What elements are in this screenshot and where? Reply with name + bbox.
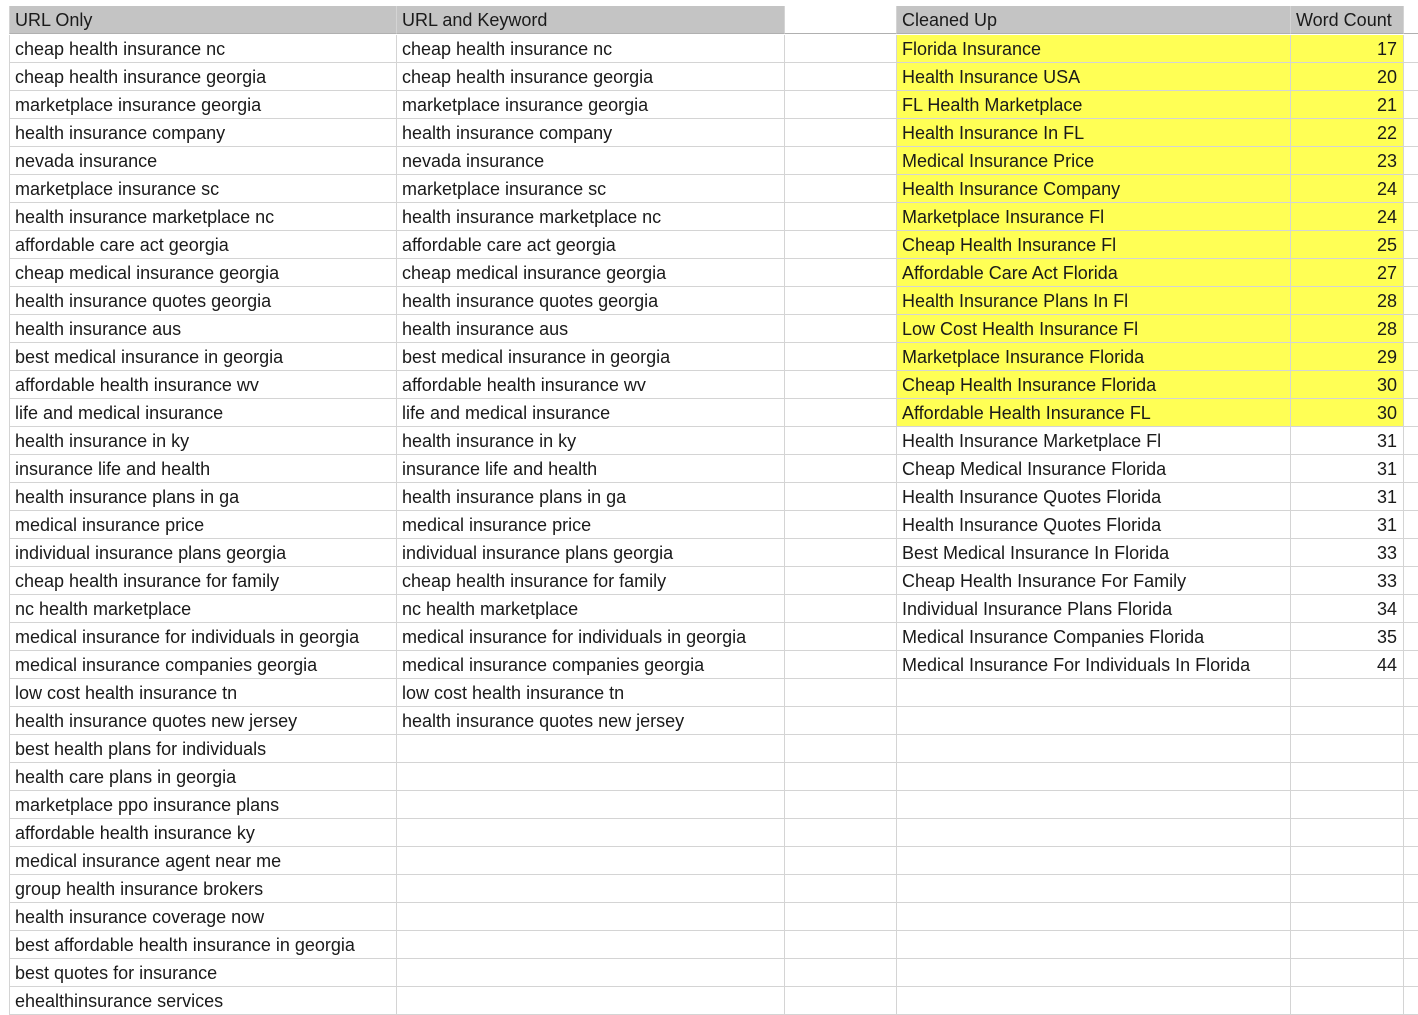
cell-cleaned-up[interactable]: FL Health Marketplace [897, 91, 1291, 119]
cell-url-and-keyword[interactable] [397, 735, 785, 763]
cell-edge[interactable] [1404, 147, 1418, 175]
cell-url-only[interactable]: marketplace insurance georgia [9, 91, 397, 119]
cell-url-only[interactable]: affordable health insurance wv [9, 371, 397, 399]
cell-cleaned-up[interactable]: Florida Insurance [897, 35, 1291, 63]
table-row [0, 119, 1418, 147]
cell-url-only[interactable]: marketplace insurance sc [9, 175, 397, 203]
cell-blank[interactable] [785, 455, 897, 483]
cell-url-and-keyword[interactable]: marketplace insurance georgia [397, 91, 785, 119]
cell-url-only[interactable]: health insurance plans in ga [9, 483, 397, 511]
cell-url-and-keyword[interactable]: individual insurance plans georgia [397, 539, 785, 567]
cell-url-and-keyword[interactable]: medical insurance companies georgia [397, 651, 785, 679]
cell-url-and-keyword[interactable]: health insurance company [397, 119, 785, 147]
table-row [0, 707, 1418, 735]
cell-blank[interactable] [785, 119, 897, 147]
cell-url-and-keyword[interactable] [397, 763, 785, 791]
cell-blank[interactable] [785, 735, 897, 763]
cell-url-and-keyword[interactable]: insurance life and health [397, 455, 785, 483]
cell-edge[interactable] [1404, 875, 1418, 903]
cell-blank[interactable] [785, 875, 897, 903]
cell-url-and-keyword[interactable]: life and medical insurance [397, 399, 785, 427]
top-strip [0, 0, 1418, 6]
cell-word-count[interactable]: 21 [1291, 91, 1404, 119]
cell-word-count[interactable] [1291, 791, 1404, 819]
cell-edge[interactable] [1404, 735, 1418, 763]
cell-blank[interactable] [785, 175, 897, 203]
table-row [0, 735, 1418, 763]
cell-blank[interactable] [785, 763, 897, 791]
cell-cleaned-up[interactable]: Health Insurance USA [897, 63, 1291, 91]
cell-edge[interactable] [1404, 483, 1418, 511]
cell-url-and-keyword[interactable]: health insurance marketplace nc [397, 203, 785, 231]
cell-url-and-keyword[interactable]: low cost health insurance tn [397, 679, 785, 707]
cell-url-only[interactable]: individual insurance plans georgia [9, 539, 397, 567]
cell-word-count[interactable] [1291, 931, 1404, 959]
cell-word-count[interactable] [1291, 819, 1404, 847]
cell-url-and-keyword[interactable]: nc health marketplace [397, 595, 785, 623]
cell-url-and-keyword[interactable]: affordable health insurance wv [397, 371, 785, 399]
cell-blank[interactable] [785, 847, 897, 875]
cell-blank[interactable] [785, 903, 897, 931]
table-row [0, 203, 1418, 231]
table-row [0, 231, 1418, 259]
cell-word-count[interactable]: 22 [1291, 119, 1404, 147]
cell-edge[interactable] [1404, 903, 1418, 931]
cell-blank[interactable] [785, 147, 897, 175]
table-row [0, 567, 1418, 595]
cell-blank[interactable] [785, 315, 897, 343]
cell-url-only[interactable]: cheap health insurance georgia [9, 63, 397, 91]
header-url-and-keyword[interactable]: URL and Keyword [397, 6, 785, 34]
cell-word-count[interactable]: 31 [1291, 483, 1404, 511]
cell-cleaned-up[interactable] [897, 903, 1291, 931]
cell-edge[interactable] [1404, 511, 1418, 539]
table-row [0, 287, 1418, 315]
cell-word-count[interactable]: 28 [1291, 315, 1404, 343]
cell-word-count[interactable]: 28 [1291, 287, 1404, 315]
cell-edge[interactable] [1404, 679, 1418, 707]
cell-cleaned-up[interactable]: Health Insurance Quotes Florida [897, 483, 1291, 511]
cell-url-only[interactable]: medical insurance companies georgia [9, 651, 397, 679]
cell-url-only[interactable]: health insurance company [9, 119, 397, 147]
cell-url-and-keyword[interactable] [397, 847, 785, 875]
cell-cleaned-up[interactable]: Cheap Medical Insurance Florida [897, 455, 1291, 483]
cell-url-and-keyword[interactable] [397, 791, 785, 819]
cell-edge[interactable] [1404, 959, 1418, 987]
table-row [0, 315, 1418, 343]
cell-url-and-keyword[interactable] [397, 987, 785, 1015]
cell-url-and-keyword[interactable]: marketplace insurance sc [397, 175, 785, 203]
cell-edge[interactable] [1404, 427, 1418, 455]
cell-edge[interactable] [1404, 63, 1418, 91]
cell-cleaned-up[interactable]: Cheap Health Insurance Fl [897, 231, 1291, 259]
cell-word-count[interactable]: 35 [1291, 623, 1404, 651]
cell-url-only[interactable]: health insurance quotes new jersey [9, 707, 397, 735]
cell-url-only[interactable]: best affordable health insurance in georgia [9, 931, 397, 959]
cell-cleaned-up[interactable]: Affordable Health Insurance FL [897, 399, 1291, 427]
table-row [0, 371, 1418, 399]
cell-url-and-keyword[interactable]: health insurance aus [397, 315, 785, 343]
cell-edge[interactable] [1404, 931, 1418, 959]
cell-url-only[interactable]: best quotes for insurance [9, 959, 397, 987]
cell-blank[interactable] [785, 679, 897, 707]
cell-cleaned-up[interactable]: Health Insurance Quotes Florida [897, 511, 1291, 539]
cell-blank[interactable] [785, 987, 897, 1015]
cell-blank[interactable] [785, 35, 897, 63]
cell-url-only[interactable]: health insurance in ky [9, 427, 397, 455]
cell-edge[interactable] [1404, 399, 1418, 427]
cell-url-only[interactable]: cheap health insurance nc [9, 35, 397, 63]
cell-url-and-keyword[interactable]: health insurance quotes georgia [397, 287, 785, 315]
cell-cleaned-up[interactable]: Health Insurance In FL [897, 119, 1291, 147]
cell-blank[interactable] [785, 959, 897, 987]
cell-blank[interactable] [785, 259, 897, 287]
cell-cleaned-up[interactable]: Marketplace Insurance Florida [897, 343, 1291, 371]
cell-word-count[interactable]: 33 [1291, 567, 1404, 595]
cell-url-and-keyword[interactable] [397, 875, 785, 903]
cell-url-and-keyword[interactable]: best medical insurance in georgia [397, 343, 785, 371]
cell-word-count[interactable] [1291, 847, 1404, 875]
cell-cleaned-up[interactable] [897, 763, 1291, 791]
table-row [0, 343, 1418, 371]
cell-cleaned-up[interactable]: Medical Insurance For Individuals In Florida [897, 651, 1291, 679]
cell-cleaned-up[interactable]: Low Cost Health Insurance Fl [897, 315, 1291, 343]
cell-edge[interactable] [1404, 707, 1418, 735]
cell-edge[interactable] [1404, 791, 1418, 819]
cell-url-only[interactable]: life and medical insurance [9, 399, 397, 427]
table-row [0, 399, 1418, 427]
table-row [0, 959, 1418, 987]
cell-blank[interactable] [785, 511, 897, 539]
cell-cleaned-up[interactable]: Health Insurance Marketplace Fl [897, 427, 1291, 455]
table-row [0, 147, 1418, 175]
cell-blank[interactable] [785, 203, 897, 231]
cell-word-count[interactable] [1291, 735, 1404, 763]
cell-edge[interactable] [1404, 175, 1418, 203]
cell-url-only[interactable]: best medical insurance in georgia [9, 343, 397, 371]
table-row [0, 763, 1418, 791]
cell-word-count[interactable]: 17 [1291, 35, 1404, 63]
header-blank-cell[interactable] [785, 6, 897, 34]
cell-url-only[interactable]: cheap medical insurance georgia [9, 259, 397, 287]
cell-url-and-keyword[interactable] [397, 903, 785, 931]
cell-edge[interactable] [1404, 595, 1418, 623]
cell-url-and-keyword[interactable]: cheap health insurance nc [397, 35, 785, 63]
cell-url-only[interactable]: ehealthinsurance services [9, 987, 397, 1015]
cell-edge[interactable] [1404, 651, 1418, 679]
cell-word-count[interactable]: 30 [1291, 399, 1404, 427]
cell-word-count[interactable] [1291, 707, 1404, 735]
cell-url-only[interactable]: marketplace ppo insurance plans [9, 791, 397, 819]
cell-cleaned-up[interactable] [897, 791, 1291, 819]
cell-word-count[interactable] [1291, 679, 1404, 707]
cell-cleaned-up[interactable]: Best Medical Insurance In Florida [897, 539, 1291, 567]
header-edge-cell[interactable] [1404, 6, 1418, 34]
table-row [0, 455, 1418, 483]
cell-url-only[interactable]: nevada insurance [9, 147, 397, 175]
cell-word-count[interactable]: 23 [1291, 147, 1404, 175]
table-row [0, 791, 1418, 819]
cell-blank[interactable] [785, 91, 897, 119]
cell-cleaned-up[interactable] [897, 819, 1291, 847]
cell-cleaned-up[interactable]: Affordable Care Act Florida [897, 259, 1291, 287]
table-row [0, 987, 1418, 1015]
cell-cleaned-up[interactable]: Medical Insurance Price [897, 147, 1291, 175]
cell-word-count[interactable] [1291, 959, 1404, 987]
cell-blank[interactable] [785, 931, 897, 959]
cell-word-count[interactable]: 31 [1291, 427, 1404, 455]
cell-cleaned-up[interactable] [897, 847, 1291, 875]
cell-word-count[interactable]: 27 [1291, 259, 1404, 287]
cell-url-only[interactable]: health insurance quotes georgia [9, 287, 397, 315]
cell-edge[interactable] [1404, 287, 1418, 315]
table-row [0, 427, 1418, 455]
cell-cleaned-up[interactable] [897, 987, 1291, 1015]
cell-blank[interactable] [785, 651, 897, 679]
cell-edge[interactable] [1404, 343, 1418, 371]
cell-cleaned-up[interactable]: Health Insurance Plans In Fl [897, 287, 1291, 315]
cell-blank[interactable] [785, 287, 897, 315]
cell-blank[interactable] [785, 63, 897, 91]
cell-url-only[interactable]: cheap health insurance for family [9, 567, 397, 595]
table-row [0, 539, 1418, 567]
table-row [0, 847, 1418, 875]
cell-edge[interactable] [1404, 987, 1418, 1015]
cell-cleaned-up[interactable]: Cheap Health Insurance Florida [897, 371, 1291, 399]
cell-url-and-keyword[interactable] [397, 819, 785, 847]
cell-word-count[interactable]: 25 [1291, 231, 1404, 259]
cell-url-only[interactable]: low cost health insurance tn [9, 679, 397, 707]
cell-url-and-keyword[interactable]: health insurance in ky [397, 427, 785, 455]
cell-edge[interactable] [1404, 623, 1418, 651]
cell-word-count[interactable] [1291, 903, 1404, 931]
cell-word-count[interactable] [1291, 875, 1404, 903]
cell-edge[interactable] [1404, 847, 1418, 875]
cell-blank[interactable] [785, 483, 897, 511]
cell-edge[interactable] [1404, 819, 1418, 847]
cell-word-count[interactable] [1291, 987, 1404, 1015]
cell-word-count[interactable]: 31 [1291, 455, 1404, 483]
cell-url-and-keyword[interactable]: medical insurance for individuals in georgia [397, 623, 785, 651]
cell-url-only[interactable]: health insurance coverage now [9, 903, 397, 931]
cell-cleaned-up[interactable]: Medical Insurance Companies Florida [897, 623, 1291, 651]
cell-url-and-keyword[interactable]: medical insurance price [397, 511, 785, 539]
cell-blank[interactable] [785, 343, 897, 371]
cell-cleaned-up[interactable]: Cheap Health Insurance For Family [897, 567, 1291, 595]
cell-word-count[interactable]: 44 [1291, 651, 1404, 679]
cell-url-and-keyword[interactable]: cheap health insurance georgia [397, 63, 785, 91]
table-row [0, 931, 1418, 959]
cell-url-only[interactable]: health care plans in georgia [9, 763, 397, 791]
cell-edge[interactable] [1404, 259, 1418, 287]
cell-url-only[interactable]: insurance life and health [9, 455, 397, 483]
cell-url-and-keyword[interactable]: affordable care act georgia [397, 231, 785, 259]
cell-word-count[interactable]: 33 [1291, 539, 1404, 567]
cell-edge[interactable] [1404, 763, 1418, 791]
cell-cleaned-up[interactable] [897, 707, 1291, 735]
cell-word-count[interactable]: 20 [1291, 63, 1404, 91]
cell-edge[interactable] [1404, 35, 1418, 63]
cell-cleaned-up[interactable]: Health Insurance Company [897, 175, 1291, 203]
cell-url-and-keyword[interactable] [397, 959, 785, 987]
cell-url-and-keyword[interactable]: cheap medical insurance georgia [397, 259, 785, 287]
table-row [0, 595, 1418, 623]
cell-blank[interactable] [785, 371, 897, 399]
cell-blank[interactable] [785, 623, 897, 651]
cell-edge[interactable] [1404, 315, 1418, 343]
cell-cleaned-up[interactable] [897, 735, 1291, 763]
header-url-only[interactable]: URL Only [9, 6, 397, 34]
cell-edge[interactable] [1404, 455, 1418, 483]
cell-edge[interactable] [1404, 371, 1418, 399]
cell-edge[interactable] [1404, 91, 1418, 119]
cell-url-and-keyword[interactable]: health insurance quotes new jersey [397, 707, 785, 735]
cell-blank[interactable] [785, 595, 897, 623]
cell-word-count[interactable]: 29 [1291, 343, 1404, 371]
cell-url-and-keyword[interactable]: cheap health insurance for family [397, 567, 785, 595]
cell-url-only[interactable]: best health plans for individuals [9, 735, 397, 763]
table-row [0, 875, 1418, 903]
cell-url-only[interactable]: medical insurance agent near me [9, 847, 397, 875]
cell-blank[interactable] [785, 427, 897, 455]
cell-url-and-keyword[interactable]: nevada insurance [397, 147, 785, 175]
cell-cleaned-up[interactable] [897, 679, 1291, 707]
table-row [0, 679, 1418, 707]
table-row [0, 651, 1418, 679]
cell-edge[interactable] [1404, 567, 1418, 595]
cell-word-count[interactable]: 24 [1291, 203, 1404, 231]
cell-url-only[interactable]: nc health marketplace [9, 595, 397, 623]
cell-edge[interactable] [1404, 539, 1418, 567]
cell-edge[interactable] [1404, 119, 1418, 147]
header-word-count[interactable]: Word Count [1291, 6, 1404, 34]
cell-url-only[interactable]: health insurance marketplace nc [9, 203, 397, 231]
cell-cleaned-up[interactable] [897, 959, 1291, 987]
header-row [0, 6, 1418, 34]
cell-blank[interactable] [785, 399, 897, 427]
cell-url-and-keyword[interactable]: health insurance plans in ga [397, 483, 785, 511]
cell-word-count[interactable] [1291, 763, 1404, 791]
header-cleaned-up[interactable]: Cleaned Up [897, 6, 1291, 34]
cell-cleaned-up[interactable]: Individual Insurance Plans Florida [897, 595, 1291, 623]
cell-blank[interactable] [785, 539, 897, 567]
cell-cleaned-up[interactable]: Marketplace Insurance Fl [897, 203, 1291, 231]
cell-url-only[interactable]: affordable care act georgia [9, 231, 397, 259]
cell-word-count[interactable]: 24 [1291, 175, 1404, 203]
cell-blank[interactable] [785, 819, 897, 847]
cell-blank[interactable] [785, 231, 897, 259]
table-row [0, 175, 1418, 203]
cell-cleaned-up[interactable] [897, 875, 1291, 903]
cell-url-only[interactable]: health insurance aus [9, 315, 397, 343]
table-row [0, 819, 1418, 847]
cell-blank[interactable] [785, 791, 897, 819]
cell-url-only[interactable]: medical insurance price [9, 511, 397, 539]
table-row [0, 623, 1418, 651]
cell-url-only[interactable]: affordable health insurance ky [9, 819, 397, 847]
table-row [0, 259, 1418, 287]
cell-blank[interactable] [785, 707, 897, 735]
cell-blank[interactable] [785, 567, 897, 595]
cell-url-only[interactable]: medical insurance for individuals in georgia [9, 623, 397, 651]
cell-edge[interactable] [1404, 203, 1418, 231]
cell-edge[interactable] [1404, 231, 1418, 259]
cell-cleaned-up[interactable] [897, 931, 1291, 959]
table-row [0, 483, 1418, 511]
table-row [0, 91, 1418, 119]
table-row [0, 511, 1418, 539]
table-row [0, 903, 1418, 931]
cell-word-count[interactable]: 34 [1291, 595, 1404, 623]
cell-url-and-keyword[interactable] [397, 931, 785, 959]
cell-url-only[interactable]: group health insurance brokers [9, 875, 397, 903]
cell-word-count[interactable]: 30 [1291, 371, 1404, 399]
table-row [0, 35, 1418, 63]
cell-word-count[interactable]: 31 [1291, 511, 1404, 539]
table-row [0, 63, 1418, 91]
